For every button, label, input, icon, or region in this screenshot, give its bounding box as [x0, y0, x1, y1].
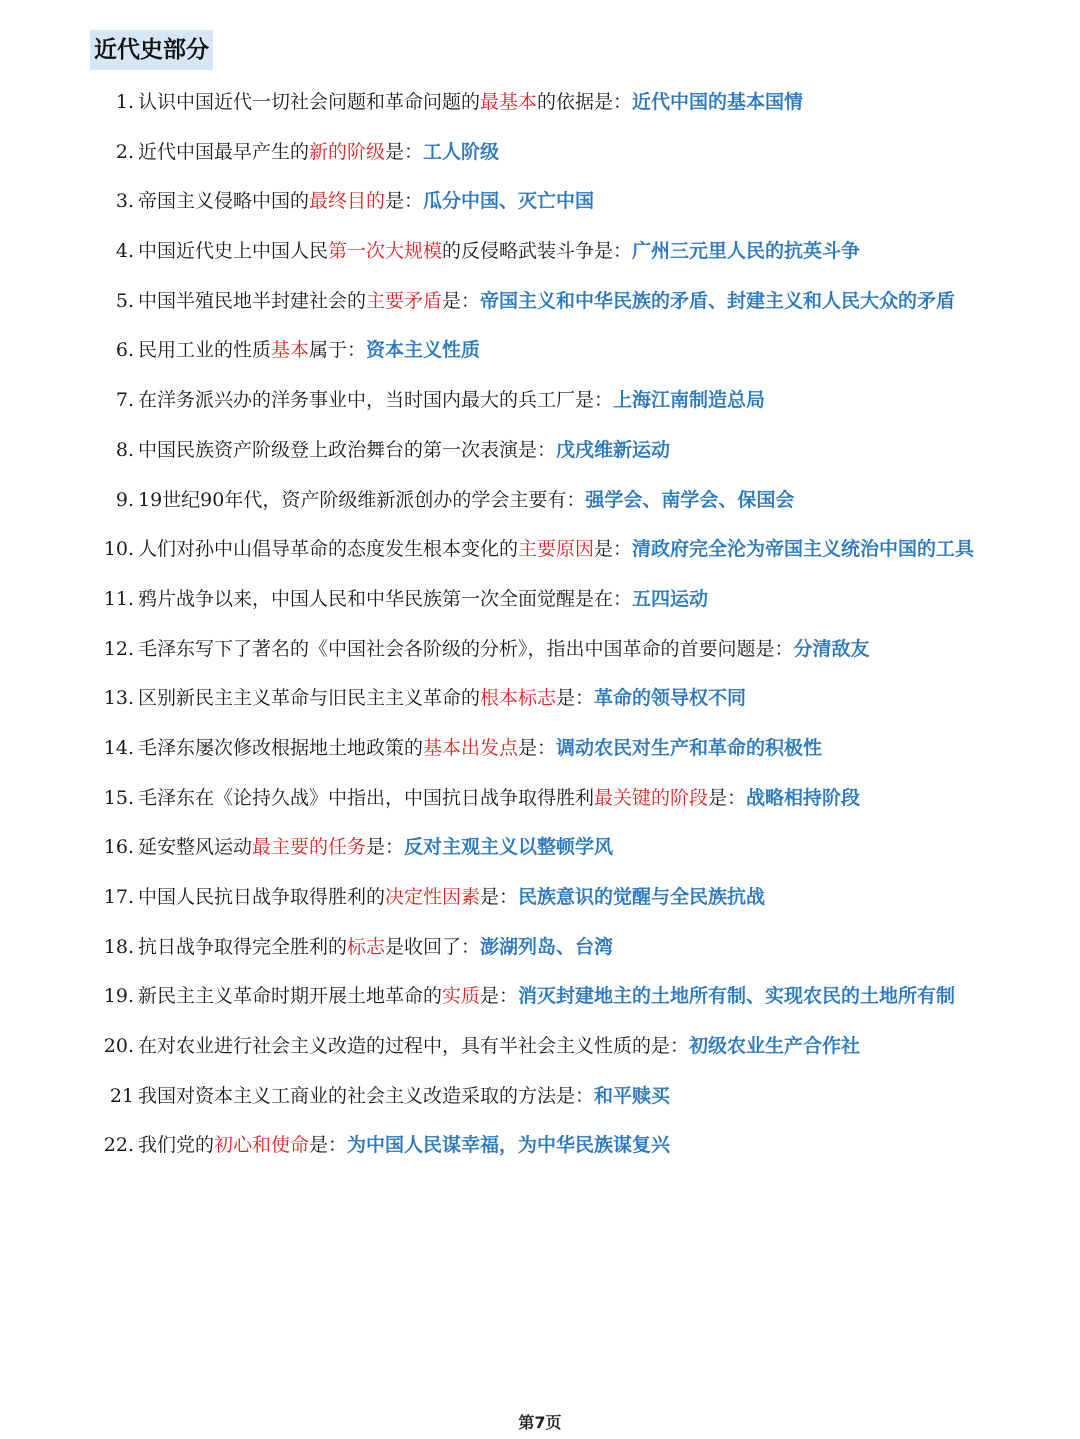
question-suffix: 属于： [309, 339, 367, 362]
item-text [138, 1026, 978, 1067]
list-item [0, 1125, 1080, 1175]
key-phrase: 最终目的 [309, 190, 386, 213]
key-phrase: 第一次大规模 [328, 240, 443, 263]
answer-text: 调动农民对生产和革命的积极性 [556, 736, 823, 759]
list-item [0, 529, 1080, 579]
list-item [0, 231, 1080, 281]
key-phrase: 根本标志 [480, 687, 557, 710]
item-text [138, 231, 978, 272]
item-text [138, 927, 978, 968]
key-phrase: 实质 [442, 985, 481, 1008]
question-suffix: 是： [556, 687, 595, 710]
item-number: 4. [115, 240, 134, 263]
question-suffix: 是： [480, 886, 519, 908]
question-suffix: 是： [442, 289, 481, 312]
answer-text: 瓜分中国、灭亡中国 [423, 190, 595, 213]
item-number: 18. [103, 935, 134, 958]
item-text [138, 281, 978, 322]
item-number: 10. [103, 538, 134, 561]
question-suffix: 是收回了： [385, 935, 481, 958]
key-phrase: 基本 [271, 339, 310, 362]
item-number: 19. [103, 985, 134, 1008]
key-phrase: 最主要的任务 [252, 836, 367, 859]
question-text: 人们对孙中山倡导革命的态度发生根本变化的 [138, 538, 519, 561]
question-text: 19世纪90年代，资产阶级维新派创办的学会主要有： [138, 488, 586, 511]
item-text [138, 529, 978, 570]
question-text: 抗日战争取得完全胜利的 [138, 935, 348, 958]
list-item [0, 976, 1080, 1026]
answer-text: 初级农业生产合作社 [689, 1035, 861, 1058]
item-number: 20. [103, 1035, 134, 1058]
item-text [138, 976, 978, 1017]
item-number: 1. [115, 91, 134, 113]
answer-text: 战略相持阶段 [746, 786, 861, 809]
item-number: 14. [103, 736, 134, 759]
list-item [0, 728, 1080, 778]
question-suffix: 是： [708, 786, 747, 809]
item-text [138, 132, 978, 173]
item-text [138, 827, 978, 868]
list-item [0, 330, 1080, 380]
qa-list [0, 82, 1080, 1175]
answer-text: 工人阶级 [423, 140, 500, 163]
answer-text: 清政府完全沦为帝国主义统治中国的工具 [632, 538, 975, 561]
answer-text: 反对主观主义以整顿学风 [404, 836, 614, 859]
list-item [0, 132, 1080, 182]
key-phrase: 最关键的阶段 [594, 786, 709, 809]
key-phrase: 主要原因 [518, 538, 595, 561]
key-phrase: 标志 [347, 935, 386, 958]
item-number: 7. [115, 389, 134, 412]
answer-text: 五四运动 [632, 587, 709, 610]
question-text: 中国人民抗日战争取得胜利的 [138, 886, 386, 908]
item-text [138, 1125, 978, 1166]
answer-text: 消灭封建地主的土地所有制、实现农民的土地所有制 [518, 985, 956, 1008]
item-number: 16. [103, 836, 134, 859]
item-text [138, 629, 978, 670]
question-text: 毛泽东在《论持久战》中指出，中国抗日战争取得胜利 [138, 786, 595, 809]
question-suffix: 是： [594, 538, 633, 561]
answer-text: 澎湖列岛、台湾 [480, 935, 614, 958]
list-item [0, 480, 1080, 530]
answer-text: 革命的领导权不同 [594, 687, 747, 710]
question-suffix: 是： [366, 836, 405, 859]
item-text [138, 678, 978, 719]
item-text [138, 480, 978, 521]
item-text [138, 728, 978, 769]
question-text: 民用工业的性质 [138, 339, 272, 362]
item-text [138, 430, 978, 471]
item-number: 17. [103, 886, 134, 908]
list-item [0, 579, 1080, 629]
item-number: 5. [115, 289, 134, 312]
item-text [138, 330, 978, 371]
question-text: 毛泽东写下了著名的《中国社会各阶级的分析》，指出中国革命的首要问题是： [138, 637, 794, 660]
list-item [0, 827, 1080, 877]
key-phrase: 决定性因素 [385, 886, 481, 908]
answer-text: 和平赎买 [594, 1084, 671, 1107]
list-item [0, 281, 1080, 331]
item-number: 2. [115, 140, 134, 163]
item-text [138, 181, 978, 222]
key-phrase: 最基本 [480, 91, 538, 113]
answer-text: 分清敌友 [793, 637, 870, 660]
list-item [0, 380, 1080, 430]
question-text: 毛泽东屡次修改根据地土地政策的 [138, 736, 424, 759]
answer-text: 帝国主义和中华民族的矛盾、封建主义和人民大众的矛盾 [480, 289, 956, 312]
item-number: 12. [103, 637, 134, 660]
item-number: 11. [103, 587, 134, 610]
key-phrase: 基本出发点 [423, 736, 519, 759]
item-text [138, 82, 978, 123]
answer-text: 戊戌维新运动 [556, 438, 671, 461]
question-text: 延安整风运动 [138, 836, 253, 859]
question-suffix: 是： [385, 190, 424, 213]
item-text [138, 380, 978, 421]
question-text: 区别新民主主义革命与旧民主主义革命的 [138, 687, 481, 710]
question-text: 在对农业进行社会主义改造的过程中，具有半社会主义性质的是： [138, 1035, 690, 1058]
list-item [0, 927, 1080, 977]
list-item [0, 1076, 1080, 1126]
list-item [0, 430, 1080, 480]
question-suffix: 是： [480, 985, 519, 1008]
question-text: 中国民族资产阶级登上政治舞台的第一次表演是： [138, 438, 557, 461]
question-text: 近代中国最早产生的 [138, 140, 310, 163]
item-number: 9. [115, 488, 134, 511]
key-phrase: 新的阶级 [309, 140, 386, 163]
question-suffix: 是： [309, 1134, 348, 1157]
list-item [0, 778, 1080, 828]
item-number: 15. [103, 786, 134, 809]
item-number: 8. [115, 438, 134, 461]
answer-text: 为中国人民谋幸福，为中华民族谋复兴 [347, 1134, 671, 1157]
question-suffix: 的反侵略武装斗争是： [442, 240, 633, 263]
question-text: 我国对资本主义工商业的社会主义改造采取的方法是： [138, 1084, 595, 1107]
question-text: 中国近代史上中国人民 [138, 240, 329, 263]
item-number: 21 [109, 1084, 134, 1107]
question-suffix: 是： [518, 736, 557, 759]
answer-text: 强学会、南学会、保国会 [585, 488, 795, 511]
question-text: 中国半殖民地半封建社会的 [138, 289, 367, 312]
item-text [138, 877, 978, 918]
key-phrase: 主要矛盾 [366, 289, 443, 312]
list-item [0, 629, 1080, 679]
question-suffix: 的依据是： [537, 91, 633, 113]
question-text: 鸦片战争以来，中国人民和中华民族第一次全面觉醒是在： [138, 587, 633, 610]
item-number: 6. [115, 339, 134, 362]
key-phrase: 初心和使命 [214, 1134, 310, 1157]
question-suffix: 是： [385, 140, 424, 163]
list-item [0, 82, 1080, 132]
item-number: 3. [115, 190, 134, 213]
item-text [138, 778, 978, 819]
answer-text: 近代中国的基本国情 [632, 91, 804, 113]
answer-text: 资本主义性质 [366, 339, 481, 362]
item-number: 22. [103, 1134, 134, 1157]
question-text: 在洋务派兴办的洋务事业中，当时国内最大的兵工厂是： [138, 389, 614, 412]
list-item [0, 678, 1080, 728]
question-text: 我们党的 [138, 1134, 215, 1157]
item-text [138, 1076, 978, 1117]
answer-text: 广州三元里人民的抗英斗争 [632, 240, 861, 263]
list-item [0, 1026, 1080, 1076]
list-item [0, 877, 1080, 927]
section-title: 近代史部分 [90, 30, 213, 70]
page-number: 第7页 [518, 1413, 562, 1432]
question-text: 帝国主义侵略中国的 [138, 190, 310, 213]
item-number: 13. [103, 687, 134, 710]
answer-text: 上海江南制造总局 [613, 389, 766, 412]
list-item [0, 181, 1080, 231]
item-text [138, 579, 978, 620]
question-text: 认识中国近代一切社会问题和革命问题的 [138, 91, 481, 113]
answer-text: 民族意识的觉醒与全民族抗战 [518, 886, 766, 908]
question-text: 新民主主义革命时期开展土地革命的 [138, 985, 443, 1008]
